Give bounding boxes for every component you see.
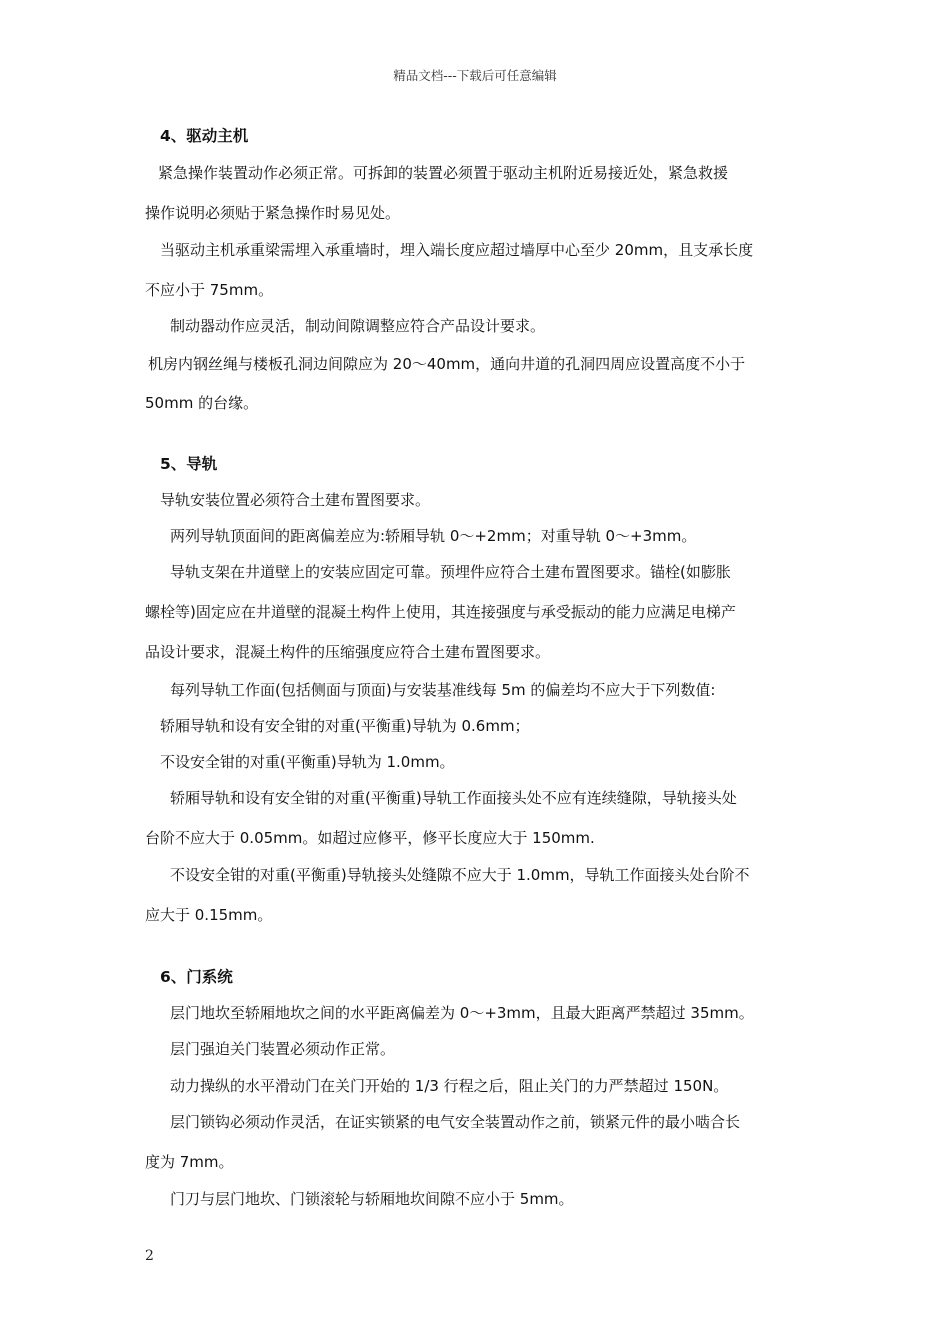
paragraph-line: 层门地坎至轿厢地坎之间的水平距离偏差为 0～+3mm，且最大距离严禁超过 35mm。 (170, 1004, 754, 1022)
paragraph-line: 动力操纵的水平滑动门在关门开始的 1/3 行程之后，阻止关门的力严禁超过 150N。 (170, 1077, 729, 1095)
paragraph-line: 机房内钢丝绳与楼板孔洞边间隙应为 20～40mm，通向井道的孔洞四周应设置高度不小于 (148, 355, 746, 373)
page-header: 精品文档---下载后可任意编辑 (393, 68, 557, 83)
section-heading: 6、门系统 (160, 968, 233, 986)
paragraph-line: 螺栓等)固定应在井道壁的混凝土构件上使用，其连接强度与承受振动的能力应满足电梯产 (145, 603, 736, 621)
paragraph-line: 不设安全钳的对重(平衡重)导轨为 1.0mm。 (160, 753, 455, 771)
paragraph-line: 每列导轨工作面(包括侧面与顶面)与安装基准线每 5m 的偏差均不应大于下列数值: (170, 681, 716, 699)
section-heading: 4、驱动主机 (160, 127, 249, 145)
paragraph-line: 层门强迫关门装置必须动作正常。 (170, 1040, 396, 1058)
paragraph-line: 导轨支架在井道壁上的安装应固定可靠。预埋件应符合土建布置图要求。锚栓(如膨胀 (170, 563, 731, 581)
paragraph-line: 导轨安装位置必须符合土建布置图要求。 (160, 491, 431, 509)
paragraph-line: 制动器动作应灵活，制动间隙调整应符合产品设计要求。 (170, 317, 546, 335)
paragraph-line: 操作说明必须贴于紧急操作时易见处。 (145, 204, 401, 222)
paragraph-line: 度为 7mm。 (145, 1153, 234, 1171)
paragraph-line: 不应小于 75mm。 (145, 281, 274, 299)
paragraph-line: 门刀与层门地坎、门锁滚轮与轿厢地坎间隙不应小于 5mm。 (170, 1190, 574, 1208)
paragraph-line: 不设安全钳的对重(平衡重)导轨接头处缝隙不应大于 1.0mm，导轨工作面接头处台阶不 (170, 866, 750, 884)
paragraph-line: 两列导轨顶面间的距离偏差应为:轿厢导轨 0～+2mm；对重导轨 0～+3mm。 (170, 527, 697, 545)
paragraph-line: 当驱动主机承重梁需埋入承重墙时，埋入端长度应超过墙厚中心至少 20mm，且支承长度 (160, 241, 754, 259)
paragraph-line: 层门锁钩必须动作灵活，在证实锁紧的电气安全装置动作之前，锁紧元件的最小啮合长 (170, 1113, 741, 1131)
paragraph-line: 应大于 0.15mm。 (145, 906, 273, 924)
paragraph-line: 轿厢导轨和设有安全钳的对重(平衡重)导轨为 0.6mm； (160, 717, 530, 735)
section-heading: 5、导轨 (160, 455, 218, 473)
paragraph-line: 品设计要求，混凝土构件的压缩强度应符合土建布置图要求。 (145, 643, 551, 661)
paragraph-line: 轿厢导轨和设有安全钳的对重(平衡重)导轨工作面接头处不应有连续缝隙，导轨接头处 (170, 789, 737, 807)
paragraph-line: 50mm 的台缘。 (145, 394, 259, 412)
paragraph-line: 台阶不应大于 0.05mm。如超过应修平，修平长度应大于 150mm. (145, 829, 595, 847)
page-number: 2 (145, 1248, 154, 1264)
paragraph-line: 紧急操作装置动作必须正常。可拆卸的装置必须置于驱动主机附近易接近处，紧急救援 (158, 164, 729, 182)
